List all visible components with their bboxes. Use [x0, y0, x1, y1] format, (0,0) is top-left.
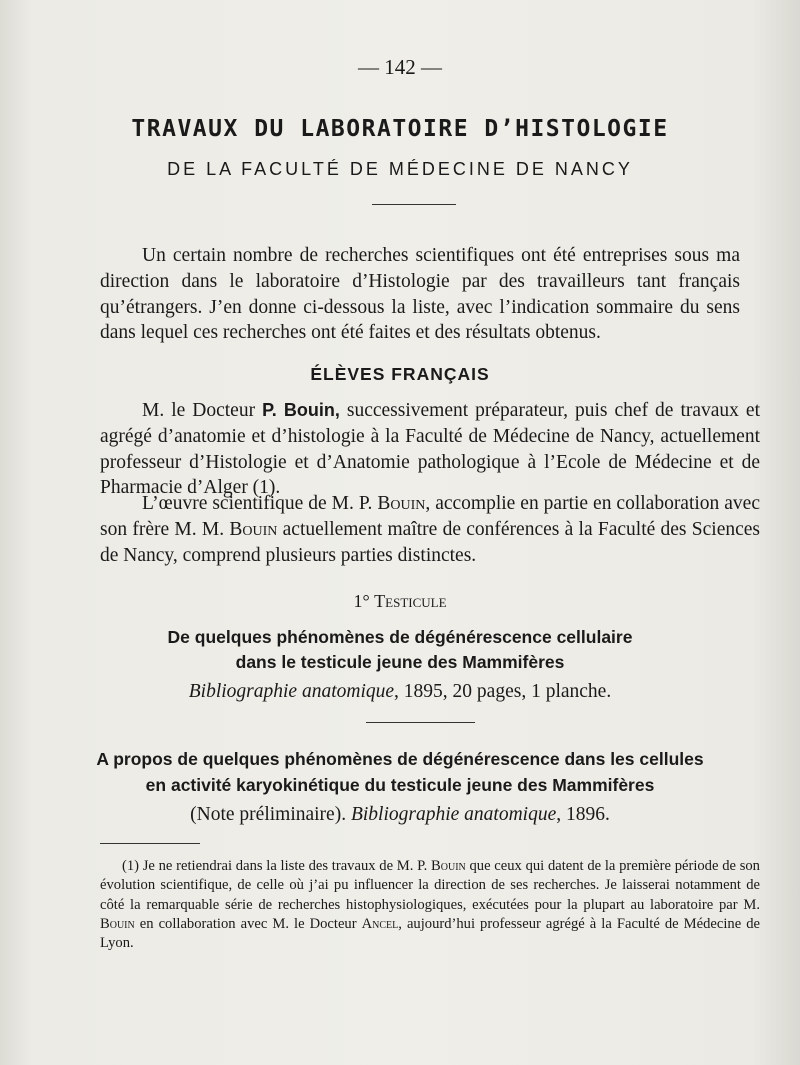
work1-citation	[0, 681, 800, 703]
para2-part1: L’œuvre scientifique de M. P.	[142, 493, 378, 514]
footnote-name1: Bouin	[431, 858, 466, 874]
work2-journal: Bibliographie anatomique	[350, 804, 557, 825]
subsection-heading	[0, 591, 800, 612]
para2-part3: actuellement maître de conférences à la Faculté des Sciences de Nancy, comprend plusieurs parties distinctes.	[100, 518, 761, 566]
para1-lead: M. le Docteur	[142, 400, 263, 421]
para2-part2: , accomplie en partie en collaboration avec son frère M. M.	[100, 493, 760, 540]
work1-journal: Bibliographie anatomique	[188, 681, 395, 702]
paragraph-oeuvre	[100, 491, 760, 568]
work1-title-line2: dans le testicule jeune des Mammifères	[235, 652, 565, 672]
page-title: TRAVAUX DU LABORATOIRE D’HISTOLOGIE	[131, 116, 669, 142]
page-subtitle: DE LA FACULTÉ DE MÉDECINE DE NANCY	[167, 159, 633, 179]
work-divider	[366, 722, 475, 723]
footnote-part3: en collaboration avec M. le Docteur	[134, 915, 362, 932]
footnote-part2: que ceux qui datent de la première période de son évolution scientifique, de celle où j’ai pu influencer la direction de ses recherches. Je laisserai notamment de côté la remarquable série de recherches histophysiologiques, exécutées pour la plupart au laboratoire par M.	[100, 858, 760, 913]
footnote-name3: Ancel	[361, 915, 399, 932]
work2-title-line1: A propos de quelques phénomènes de dégénérescence dans les cellules	[96, 749, 704, 769]
footnote-part1: (1) Je ne retiendrai dans la liste des travaux de M. P.	[122, 858, 432, 874]
para1-name: P. Bouin,	[262, 400, 340, 420]
footnote-part4: , aujourd’hui professeur agrégé à la Faculté de Médecine de Lyon.	[100, 915, 760, 952]
work2-citation	[0, 804, 800, 826]
para2-name2: Bouin	[229, 518, 278, 540]
intro-paragraph: Un certain nombre de recherches scientifiques ont été entreprises sous ma direction dans le laboratoire d’Histologie par des travailleurs tant français qu’étrangers. J’en donne ci-dessous la liste, avec l’indication sommaire du sens dans lequel ces recherches ont été faites et des résultats obtenus.	[100, 245, 740, 344]
para1-rest: successivement préparateur, puis chef de travaux et agrégé d’anatomie et d’histologie à la Faculté de Médecine de Nancy, actuellement professeur d’Histologie et d’Anatomie pathologique à l’Ecole de Médecine et de Pharmacie d’Alger (1).	[100, 400, 760, 499]
footnote-divider	[100, 843, 200, 844]
paragraph-bouin-bio	[100, 398, 760, 501]
page-number: — 142 —	[358, 55, 442, 79]
subsection-label: Testicule	[374, 591, 447, 611]
work2-note: (Note préliminaire).	[190, 804, 351, 825]
work2-details: , 1896.	[556, 804, 610, 825]
title-divider	[372, 204, 456, 205]
section-heading: ÉLÈVES FRANÇAIS	[310, 364, 490, 384]
footnote-name2: Bouin	[100, 915, 135, 932]
subsection-number: 1°	[353, 591, 370, 611]
para2-name1: Bouin	[377, 493, 426, 514]
footnote	[100, 857, 760, 953]
work1-title-line1: De quelques phénomènes de dégénérescence cellulaire	[167, 627, 633, 647]
work2-title-line2: en activité karyokinétique du testicule jeune des Mammifères	[145, 775, 655, 795]
work1-details: , 1895, 20 pages, 1 planche.	[394, 681, 612, 702]
